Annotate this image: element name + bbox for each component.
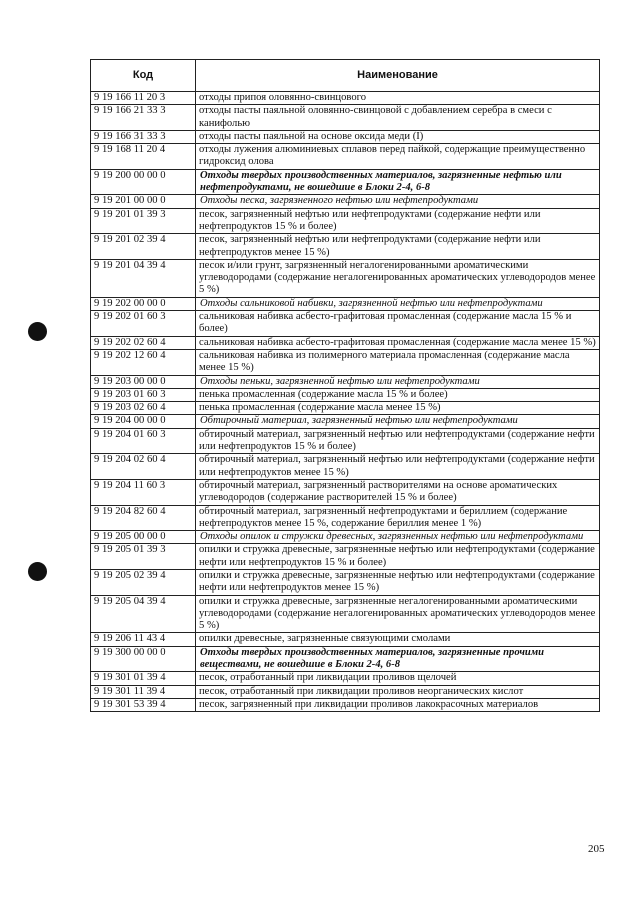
table-row: [91, 105, 600, 131]
row-name: Отходы опилок и стружки древесных, загрязненных нефтью или нефтепродуктами: [196, 531, 600, 544]
row-name: отходы припоя оловянно-свинцового: [196, 92, 600, 105]
table-row: [91, 544, 600, 570]
row-name: Отходы твердых производственных материалов, загрязненные нефтью или нефтепродуктами, не вошедшие в Блоки 2-4, 6-8: [196, 169, 600, 195]
row-name: сальниковая набивка асбесто-графитовая промасленная (содержание масла менее 15 %): [196, 336, 600, 349]
table-row: [91, 388, 600, 401]
row-code: 9 19 204 01 60 3: [91, 428, 196, 454]
row-name: опилки и стружка древесные, загрязненные негалогенированными ароматическими углеводородами (содержание негалогенированных ароматических углеводородов менее 5 %): [196, 595, 600, 633]
header-name: Наименование: [196, 60, 600, 92]
table-row: [91, 349, 600, 375]
row-code: 9 19 202 00 00 0: [91, 297, 196, 310]
table-row: [91, 208, 600, 234]
table-row: [91, 698, 600, 711]
row-name: Отходы пеньки, загрязненной нефтью или нефтепродуктами: [196, 375, 600, 388]
row-name: опилки и стружка древесные, загрязненные нефтью или нефтепродуктами (содержание нефти или нефтепродуктов 15 % и более): [196, 544, 600, 570]
table-row: [91, 336, 600, 349]
table-row: [91, 454, 600, 480]
row-name: обтирочный материал, загрязненный нефтью или нефтепродуктами (содержание нефти или нефтепродуктов 15 % и более): [196, 428, 600, 454]
row-code: 9 19 166 11 20 3: [91, 92, 196, 105]
row-code: 9 19 300 00 00 0: [91, 646, 196, 672]
header-code: Код: [91, 60, 196, 92]
table-row: [91, 297, 600, 310]
row-name: Отходы твердых производственных материалов, загрязненные прочими веществами, не вошедшие в Блоки 2-4, 6-8: [196, 646, 600, 672]
row-name: пенька промасленная (содержание масла 15 % и более): [196, 388, 600, 401]
row-name: обтирочный материал, загрязненный растворителями на основе ароматических углеводородов (содержание растворителей 15 % и более): [196, 479, 600, 505]
row-code: 9 19 201 00 00 0: [91, 195, 196, 208]
table-row: [91, 92, 600, 105]
row-code: 9 19 200 00 00 0: [91, 169, 196, 195]
row-code: 9 19 202 12 60 4: [91, 349, 196, 375]
row-name: обтирочный материал, загрязненный нефтью или нефтепродуктами (содержание нефти или нефтепродуктов менее 15 %): [196, 454, 600, 480]
table-row: [91, 234, 600, 260]
row-code: 9 19 204 82 60 4: [91, 505, 196, 531]
table-row: [91, 685, 600, 698]
table-row: [91, 569, 600, 595]
row-name: Обтирочный материал, загрязненный нефтью или нефтепродуктами: [196, 415, 600, 428]
table-row: [91, 259, 600, 297]
row-code: 9 19 201 04 39 4: [91, 259, 196, 297]
row-name: опилки древесные, загрязненные связующими смолами: [196, 633, 600, 646]
table-row: [91, 130, 600, 143]
row-name: песок, отработанный при ликвидации проливов неорганических кислот: [196, 685, 600, 698]
table-header-row: [91, 60, 600, 92]
row-code: 9 19 168 11 20 4: [91, 144, 196, 170]
row-name: пенька промасленная (содержание масла менее 15 %): [196, 402, 600, 415]
table-row: [91, 311, 600, 337]
row-code: 9 19 205 00 00 0: [91, 531, 196, 544]
table-row: [91, 531, 600, 544]
row-name: сальниковая набивка из полимерного материала промасленная (содержание масла менее 15 %): [196, 349, 600, 375]
row-code: 9 19 201 01 39 3: [91, 208, 196, 234]
row-code: 9 19 202 01 60 3: [91, 311, 196, 337]
row-code: 9 19 301 01 39 4: [91, 672, 196, 685]
row-code: 9 19 166 21 33 3: [91, 105, 196, 131]
table-row: [91, 595, 600, 633]
table-row: [91, 633, 600, 646]
table-row: [91, 479, 600, 505]
row-name: песок, загрязненный нефтью или нефтепродуктами (содержание нефти или нефтепродуктов менее 15 %): [196, 234, 600, 260]
row-name: песок, загрязненный при ликвидации проливов лакокрасочных материалов: [196, 698, 600, 711]
table-row: [91, 195, 600, 208]
row-code: 9 19 301 11 39 4: [91, 685, 196, 698]
row-name: песок и/или грунт, загрязненный негалогенированными ароматическими углеводородами (содержание негалогенированных ароматических углеводородов менее 5 %): [196, 259, 600, 297]
row-code: 9 19 206 11 43 4: [91, 633, 196, 646]
row-name: песок, загрязненный нефтью или нефтепродуктами (содержание нефти или нефтепродуктов 15 % и более): [196, 208, 600, 234]
row-code: 9 19 205 02 39 4: [91, 569, 196, 595]
table-row: [91, 428, 600, 454]
table-body: [91, 92, 600, 712]
table-row: [91, 505, 600, 531]
row-name: Отходы песка, загрязненного нефтью или нефтепродуктами: [196, 195, 600, 208]
row-name: отходы пасты паяльной на основе оксида меди (I): [196, 130, 600, 143]
row-name: отходы пасты паяльной оловянно-свинцовой с добавлением серебра в смеси с канифолью: [196, 105, 600, 131]
table-row: [91, 144, 600, 170]
row-code: 9 19 203 00 00 0: [91, 375, 196, 388]
row-name: обтирочный материал, загрязненный нефтепродуктами и бериллием (содержание нефтепродуктов менее 15 %, содержание бериллия менее 1 %): [196, 505, 600, 531]
table-row: [91, 672, 600, 685]
row-name: Отходы сальниковой набивки, загрязненной нефтью или нефтепродуктами: [196, 297, 600, 310]
row-code: 9 19 203 02 60 4: [91, 402, 196, 415]
waste-classification-table: [90, 59, 600, 712]
row-code: 9 19 201 02 39 4: [91, 234, 196, 260]
punch-hole-lower: [28, 562, 47, 581]
punch-hole-upper: [28, 322, 47, 341]
table-row: [91, 169, 600, 195]
table-row: [91, 646, 600, 672]
row-code: 9 19 204 11 60 3: [91, 479, 196, 505]
page-number: 205: [588, 843, 605, 855]
row-name: сальниковая набивка асбесто-графитовая промасленная (содержание масла 15 % и более): [196, 311, 600, 337]
row-code: 9 19 204 00 00 0: [91, 415, 196, 428]
row-code: 9 19 203 01 60 3: [91, 388, 196, 401]
row-name: опилки и стружка древесные, загрязненные нефтью или нефтепродуктами (содержание нефти или нефтепродуктов менее 15 %): [196, 569, 600, 595]
row-name: песок, отработанный при ликвидации проливов щелочей: [196, 672, 600, 685]
table-row: [91, 375, 600, 388]
row-name: отходы лужения алюминиевых сплавов перед пайкой, содержащие преимущественно гидроксид олова: [196, 144, 600, 170]
row-code: 9 19 202 02 60 4: [91, 336, 196, 349]
table-row: [91, 402, 600, 415]
row-code: 9 19 301 53 39 4: [91, 698, 196, 711]
row-code: 9 19 204 02 60 4: [91, 454, 196, 480]
row-code: 9 19 205 01 39 3: [91, 544, 196, 570]
row-code: 9 19 205 04 39 4: [91, 595, 196, 633]
row-code: 9 19 166 31 33 3: [91, 130, 196, 143]
table-row: [91, 415, 600, 428]
